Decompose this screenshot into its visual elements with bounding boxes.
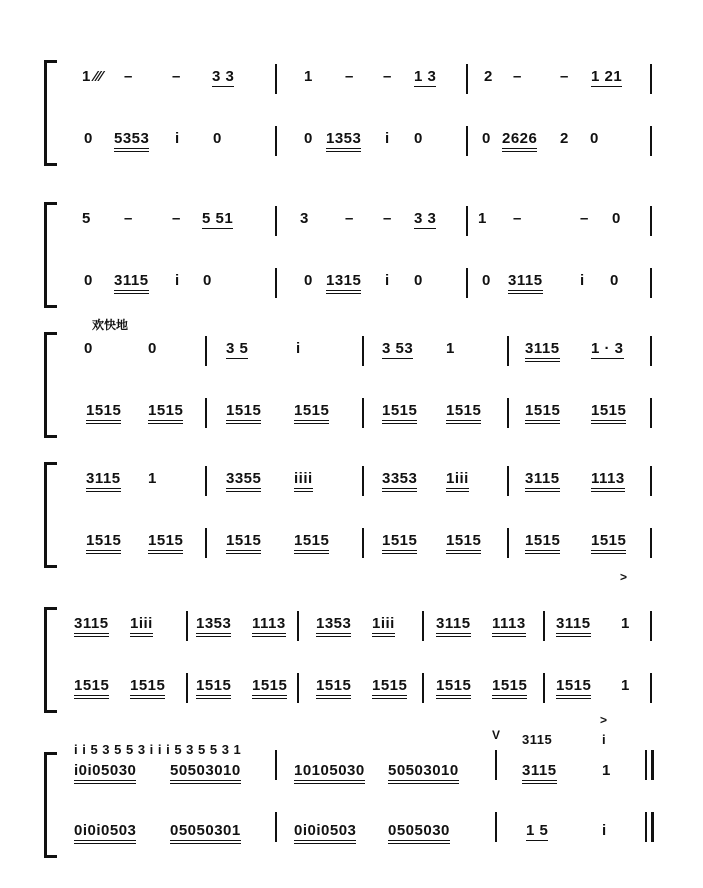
note-group: 10105030 (294, 762, 365, 784)
note-group: 1515 (74, 677, 109, 699)
note-group: 3115 (525, 470, 560, 492)
note-group: 3 (300, 210, 309, 227)
barline (205, 398, 207, 428)
barline (543, 611, 545, 641)
breath-mark: V (492, 728, 501, 742)
barline (186, 673, 188, 703)
note-group: 1515 (130, 677, 165, 699)
final-double-barline (651, 812, 654, 842)
note-group: 3115 (86, 470, 121, 492)
accent-mark: > (620, 570, 628, 584)
tempo-marking: 欢快地 (92, 318, 129, 332)
accent-mark: > (600, 713, 608, 727)
barline (650, 64, 652, 94)
barline (422, 673, 424, 703)
note-group: – (345, 210, 354, 227)
note-group: 1515 (446, 402, 481, 424)
note-group: 1 (148, 470, 157, 487)
note-group: – (172, 68, 181, 85)
note-group: 1iii (372, 615, 395, 637)
note-group: 1 (446, 340, 455, 357)
note-group: 3 3 (212, 68, 235, 85)
barline (362, 528, 364, 558)
note-group: 1515 (556, 677, 591, 699)
note-group: i0i05030 (74, 762, 136, 784)
note-group: 1515 (226, 532, 261, 554)
note-group: 1315 (326, 272, 361, 294)
final-upper-line: i i 5 3 5 5 3 i i i 5 3 5 5 3 1 (74, 742, 242, 757)
note-group: 1515 (382, 532, 417, 554)
note-group: iiii (294, 470, 313, 492)
barline (275, 206, 277, 236)
note-group: 5 51 (202, 210, 234, 227)
note-group: 2 (560, 130, 569, 147)
note-group: 1515 (226, 402, 261, 424)
note-group: i (385, 272, 390, 289)
barline (466, 206, 468, 236)
note-group: 3115 (556, 615, 591, 637)
note-group: i (580, 272, 585, 289)
note-group: 2 (484, 68, 493, 85)
barline (650, 466, 652, 496)
note-group: 0 (84, 340, 93, 357)
note-group: 1515 (252, 677, 287, 699)
note-group: i (602, 822, 607, 839)
note-group: – (513, 210, 522, 227)
note-group: 1515 (446, 532, 481, 554)
final-double-barline (645, 812, 647, 842)
note-group: – (345, 68, 354, 85)
note-group: 1515 (382, 402, 417, 424)
note-group: 0 (84, 272, 93, 289)
barline (205, 528, 207, 558)
note-group: 1515 (148, 532, 183, 554)
barline (507, 336, 509, 366)
note-group: 3115 (508, 272, 543, 294)
note-group: 0505030 (388, 822, 450, 844)
note-group: 1 (621, 615, 630, 632)
barline (205, 336, 207, 366)
note-group: 1353 (196, 615, 231, 637)
note-group: 2626 (502, 130, 537, 152)
note-group: 3 3 (414, 210, 437, 227)
note-group: 1113 (591, 470, 625, 492)
note-group: 05050301 (170, 822, 241, 844)
note-group: 1515 (525, 402, 560, 424)
note-group: 3115 (525, 340, 560, 362)
note-group: 0 (590, 130, 599, 147)
staff-upper (0, 605, 703, 645)
note-group: 0 (148, 340, 157, 357)
note-group: – (560, 68, 569, 85)
note-group: 0 (482, 272, 491, 289)
barline (650, 611, 652, 641)
note-group: – (580, 210, 589, 227)
note-group: 3115 (522, 732, 553, 747)
note-group: 1515 (294, 402, 329, 424)
note-group: 3115 (74, 615, 109, 637)
final-double-barline (645, 750, 647, 780)
barline (543, 673, 545, 703)
note-group: i (602, 732, 607, 747)
note-group: 1515 (525, 532, 560, 554)
note-group: 1515 (436, 677, 471, 699)
barline (650, 528, 652, 558)
barline (466, 126, 468, 156)
barline (466, 64, 468, 94)
barline (275, 750, 277, 780)
barline (362, 398, 364, 428)
note-group: 0 (304, 272, 313, 289)
barline (275, 64, 277, 94)
note-group: 0 (304, 130, 313, 147)
note-group: 1515 (591, 532, 626, 554)
note-group: 5353 (114, 130, 149, 152)
note-group: – (383, 68, 392, 85)
note-group: 1353 (326, 130, 361, 152)
note-group: 1 3 (414, 68, 437, 85)
barline (275, 268, 277, 298)
staff-lower (0, 262, 703, 302)
note-group: 1515 (372, 677, 407, 699)
note-group: 1iii (130, 615, 153, 637)
barline (495, 812, 497, 842)
staff-upper (0, 460, 703, 500)
note-group: 3353 (382, 470, 417, 492)
staff-lower (0, 522, 703, 562)
note-group: 5 (82, 210, 91, 227)
note-group: i (296, 340, 301, 357)
barline (650, 206, 652, 236)
note-group: – (513, 68, 522, 85)
note-group: 1iii (446, 470, 469, 492)
barline (186, 611, 188, 641)
note-group: 1 (621, 677, 630, 694)
barline (495, 750, 497, 780)
note-group: 1 · 3 (591, 340, 624, 357)
note-group: 1 5 (526, 822, 549, 839)
note-group: 0 (414, 272, 423, 289)
note-group: 0i0i0503 (294, 822, 356, 844)
note-group: 0 (610, 272, 619, 289)
note-group: 1515 (196, 677, 231, 699)
note-group: – (383, 210, 392, 227)
barline (362, 466, 364, 496)
note-group: 0 (612, 210, 621, 227)
note-group: 1515 (86, 402, 121, 424)
note-group: 0 (203, 272, 212, 289)
barline (205, 466, 207, 496)
barline (466, 268, 468, 298)
staff-upper (0, 58, 703, 98)
note-group: – (172, 210, 181, 227)
note-group: 1353 (316, 615, 351, 637)
note-group: 3355 (226, 470, 261, 492)
note-group: 1515 (316, 677, 351, 699)
staff-lower (0, 667, 703, 707)
note-group: 1 (478, 210, 487, 227)
note-group: 1 (82, 68, 91, 85)
note-group: i (175, 272, 180, 289)
note-group: 0 (213, 130, 222, 147)
barline (275, 126, 277, 156)
note-group: 1 (602, 762, 611, 779)
barline (650, 336, 652, 366)
barline (362, 336, 364, 366)
barline (297, 611, 299, 641)
note-group: ⁄⁄⁄ (94, 68, 104, 85)
note-group: 1515 (294, 532, 329, 554)
barline (422, 611, 424, 641)
barline (650, 398, 652, 428)
note-group: 3115 (436, 615, 471, 637)
note-group: 1515 (148, 402, 183, 424)
note-group: 50503010 (170, 762, 241, 784)
staff-lower (0, 392, 703, 432)
final-double-barline (651, 750, 654, 780)
barline (507, 398, 509, 428)
note-group: 3115 (114, 272, 149, 294)
barline (297, 673, 299, 703)
note-group: 50503010 (388, 762, 459, 784)
note-group: 1113 (252, 615, 286, 637)
note-group: – (124, 210, 133, 227)
note-group: 0 (414, 130, 423, 147)
note-group: i (385, 130, 390, 147)
staff-upper (0, 200, 703, 240)
barline (650, 126, 652, 156)
note-group: – (124, 68, 133, 85)
barline (650, 673, 652, 703)
note-group: 3115 (522, 762, 557, 784)
note-group: 1 (304, 68, 313, 85)
note-group: 1515 (591, 402, 626, 424)
note-group: 3 5 (226, 340, 249, 357)
note-group: 1 21 (591, 68, 623, 85)
barline (507, 466, 509, 496)
barline (650, 268, 652, 298)
note-group: i (175, 130, 180, 147)
staff-lower (0, 120, 703, 160)
barline (275, 812, 277, 842)
note-group: 0 (84, 130, 93, 147)
staff-upper (0, 330, 703, 370)
note-group: 1113 (492, 615, 526, 637)
note-group: 1515 (86, 532, 121, 554)
note-group: 0 (482, 130, 491, 147)
note-group: 0i0i0503 (74, 822, 136, 844)
barline (507, 528, 509, 558)
note-group: 1515 (492, 677, 527, 699)
note-group: 3 53 (382, 340, 414, 357)
